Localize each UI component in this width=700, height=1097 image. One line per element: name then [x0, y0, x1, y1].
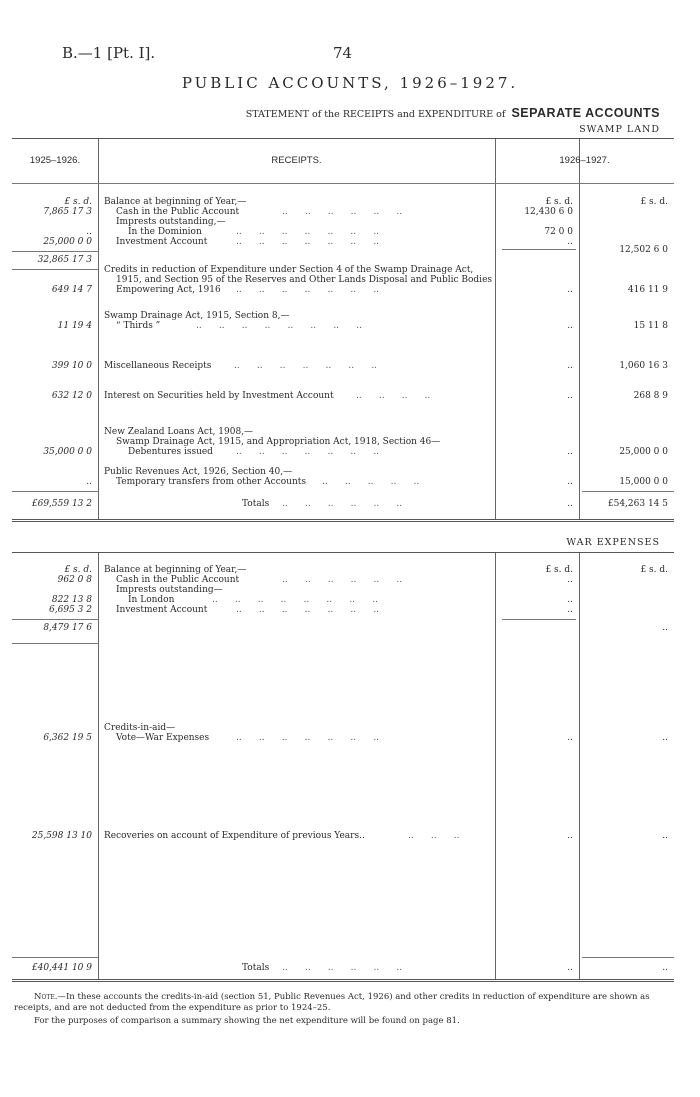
leader-dots: .. .. .. .. .. ..: [282, 207, 403, 217]
totals-sub: ..: [567, 499, 573, 509]
interest-label: Interest on Securities held by Investment Account: [104, 391, 334, 401]
loans-label-3: Debentures issued: [128, 447, 213, 457]
credits-label-1: Credits in reduction of Expenditure under Section 4 of the Swamp Drainage Act,: [104, 265, 474, 275]
swamp-land-table: [12, 138, 674, 522]
page-title: PUBLIC ACCOUNTS, 1926–1927.: [181, 74, 519, 92]
totals-label: Totals: [242, 499, 270, 509]
totals-total: ..: [662, 963, 668, 973]
investment-prev: 25,000 0 0: [43, 237, 92, 247]
unit-tot: £ s. d.: [640, 565, 668, 575]
row-cash-label: Cash in the Public Account: [116, 575, 240, 585]
totals-rule: [12, 957, 98, 958]
page-number: 74: [333, 44, 353, 62]
vote-prev: 6,362 19 5: [43, 733, 92, 743]
document-reference: B.—1 [Pt. I].: [62, 44, 156, 62]
footnote-1: [14, 992, 686, 1014]
statement-prefix: STATEMENT of the RECEIPTS and EXPENDITURE of: [245, 109, 506, 120]
row-dominion-label: In the Dominion: [128, 227, 202, 237]
war-expenses-section-title: WAR EXPENSES: [566, 537, 660, 548]
thirds-sub: ..: [567, 321, 573, 331]
totals-rule: [12, 491, 98, 492]
unit-prev: £ s. d.: [64, 565, 92, 575]
leader-dots: .. .. .. .. .. .. .. ..: [212, 595, 378, 605]
col-divider: [495, 553, 496, 979]
row-investment-label: Investment Account: [116, 237, 208, 247]
thirds-prev: 11 19 4: [57, 321, 92, 331]
credits-sub: ..: [567, 285, 573, 295]
balance-total: ..: [662, 623, 668, 633]
cia-label: Credits-in-aid—: [104, 723, 176, 733]
pr-label-2: Temporary transfers from other Accounts: [116, 477, 306, 487]
thirds-label-1: Swamp Drainage Act, 1915, Section 8,—: [104, 311, 290, 321]
row-imprests-label: Imprests outstanding—: [116, 585, 223, 595]
recoveries-prev: 25,598 13 10: [31, 831, 92, 841]
recoveries-total: ..: [662, 831, 668, 841]
balance-total: 12,502 6 0: [619, 245, 668, 255]
vote-sub: ..: [567, 733, 573, 743]
recoveries-sub: ..: [567, 831, 573, 841]
misc-prev: 399 10 0: [51, 361, 92, 371]
interest-total: 268 8 9: [633, 391, 668, 401]
cash-sub: ..: [567, 575, 573, 585]
col-head-receipts: RECEIPTS.: [271, 155, 322, 166]
loans-total: 25,000 0 0: [619, 447, 668, 457]
totals-rule: [582, 957, 674, 958]
leader-dots: .. .. .. .. .. ..: [282, 963, 403, 973]
unit-sub: £ s. d.: [545, 565, 573, 575]
leader-dots: .. .. .. .. .. .. ..: [236, 733, 380, 743]
row-investment-label: Investment Account: [116, 605, 208, 615]
loans-prev: 35,000 0 0: [43, 447, 92, 457]
unit-prev: £ s. d.: [64, 197, 92, 207]
row-balance-label: Balance at beginning of Year,—: [104, 565, 247, 575]
row-balance-label: Balance at beginning of Year,—: [104, 197, 247, 207]
vote-label: Vote—War Expenses: [116, 733, 210, 743]
totals-prev: £40,441 10 9: [31, 963, 92, 973]
thirds-total: 15 11 8: [633, 321, 668, 331]
thirds-label-2: “ Thirds ”: [116, 321, 161, 331]
leader-dots: .. .. .. .. .. .. ..: [236, 237, 380, 247]
statement-heading: [246, 106, 660, 120]
subtotal-rule: [502, 249, 576, 250]
col-divider: [98, 139, 99, 519]
pr-prev: ..: [86, 477, 92, 487]
leader-dots: .. .. ..: [408, 831, 460, 841]
footnote-prefix: Note.: [34, 992, 58, 1002]
subtotal-rule: [502, 619, 576, 620]
leader-dots: .. .. .. .. .. .. ..: [236, 227, 380, 237]
leader-dots: .. .. .. ..: [356, 391, 431, 401]
loans-label-2: Swamp Drainage Act, 1915, and Appropriation Act, 1918, Section 46—: [116, 437, 441, 447]
london-prev: 822 13 8: [51, 595, 92, 605]
credits-total: 416 11 9: [627, 285, 668, 295]
col-divider: [495, 139, 496, 519]
swamp-land-section-title: SWAMP LAND: [579, 124, 660, 135]
leader-dots: .. .. .. .. .. .. ..: [236, 605, 380, 615]
leader-dots: .. .. .. .. .. ..: [282, 575, 403, 585]
balance-prev-total: 8,479 17 6: [43, 623, 92, 633]
loans-label-1: New Zealand Loans Act, 1908,—: [104, 427, 254, 437]
col-divider: [98, 553, 99, 979]
row-rule: [12, 269, 98, 270]
leader-dots: .. .. .. .. .. ..: [282, 499, 403, 509]
credits-label-3: Empowering Act, 1916: [116, 285, 221, 295]
investment-sub: ..: [567, 237, 573, 247]
row-london-label: In London: [128, 595, 175, 605]
misc-sub: ..: [567, 361, 573, 371]
col-divider: [579, 553, 580, 979]
interest-sub: ..: [567, 391, 573, 401]
unit-sub: £ s. d.: [545, 197, 573, 207]
pr-label-1: Public Revenues Act, 1926, Section 40,—: [104, 467, 293, 477]
vote-total: ..: [662, 733, 668, 743]
leader-dots: .. .. .. .. ..: [322, 477, 420, 487]
totals-rule: [582, 491, 674, 492]
balance-prev-total: 32,865 17 3: [37, 255, 92, 265]
dominion-sub: 72 0 0: [544, 227, 573, 237]
totals-total: £54,263 14 5: [607, 499, 668, 509]
footnote-1-text: —In these accounts the credits-in-aid (section 51, Public Revenues Act, 1926) and other credits in reduction of expenditure are shown as receipts, and are not deducted from the expenditure as prior to 1924–25.: [14, 992, 650, 1013]
london-sub: ..: [567, 595, 573, 605]
totals-label: Totals: [242, 963, 270, 973]
investment-prev: 6,695 3 2: [49, 605, 92, 615]
cash-prev: 962 0 8: [57, 575, 92, 585]
col-head-curr-year: 1926–1927.: [559, 155, 610, 166]
header-rule: [12, 183, 674, 184]
pr-sub: ..: [567, 477, 573, 487]
totals-sub: ..: [567, 963, 573, 973]
footnote-2: For the purposes of comparison a summary showing the net expenditure will be found on page 81.: [34, 1016, 460, 1026]
statement-bold: SEPARATE ACCOUNTS: [511, 106, 660, 120]
misc-label: Miscellaneous Receipts: [104, 361, 212, 371]
cash-prev: 7,865 17 3: [43, 207, 92, 217]
row-cash-label: Cash in the Public Account: [116, 207, 240, 217]
loans-sub: ..: [567, 447, 573, 457]
col-head-prev-year: 1925–1926.: [29, 155, 81, 166]
pr-total: 15,000 0 0: [619, 477, 668, 487]
col-divider: [579, 139, 580, 519]
leader-dots: .. .. .. .. .. .. .. ..: [196, 321, 362, 331]
totals-prev: £69,559 13 2: [31, 499, 92, 509]
row-rule: [12, 643, 98, 644]
credits-prev: 649 14 7: [51, 285, 92, 295]
leader-dots: .. .. .. .. .. .. ..: [236, 447, 380, 457]
misc-total: 1,060 16 3: [619, 361, 668, 371]
subtotal-rule: [12, 251, 98, 252]
subtotal-rule: [12, 619, 98, 620]
dominion-prev: ..: [86, 227, 92, 237]
unit-tot: £ s. d.: [640, 197, 668, 207]
row-imprests-label: Imprests outstanding,—: [116, 217, 226, 227]
leader-dots: .. .. .. .. .. .. ..: [234, 361, 378, 371]
cash-sub: 12,430 6 0: [524, 207, 573, 217]
credits-label-2: 1915, and Section 95 of the Reserves and Other Lands Disposal and Public Bodies: [116, 275, 493, 285]
interest-prev: 632 12 0: [51, 391, 92, 401]
recoveries-label: Recoveries on account of Expenditure of previous Years..: [104, 831, 365, 841]
war-expenses-table: [12, 552, 674, 982]
investment-sub: ..: [567, 605, 573, 615]
leader-dots: .. .. .. .. .. .. ..: [236, 285, 380, 295]
